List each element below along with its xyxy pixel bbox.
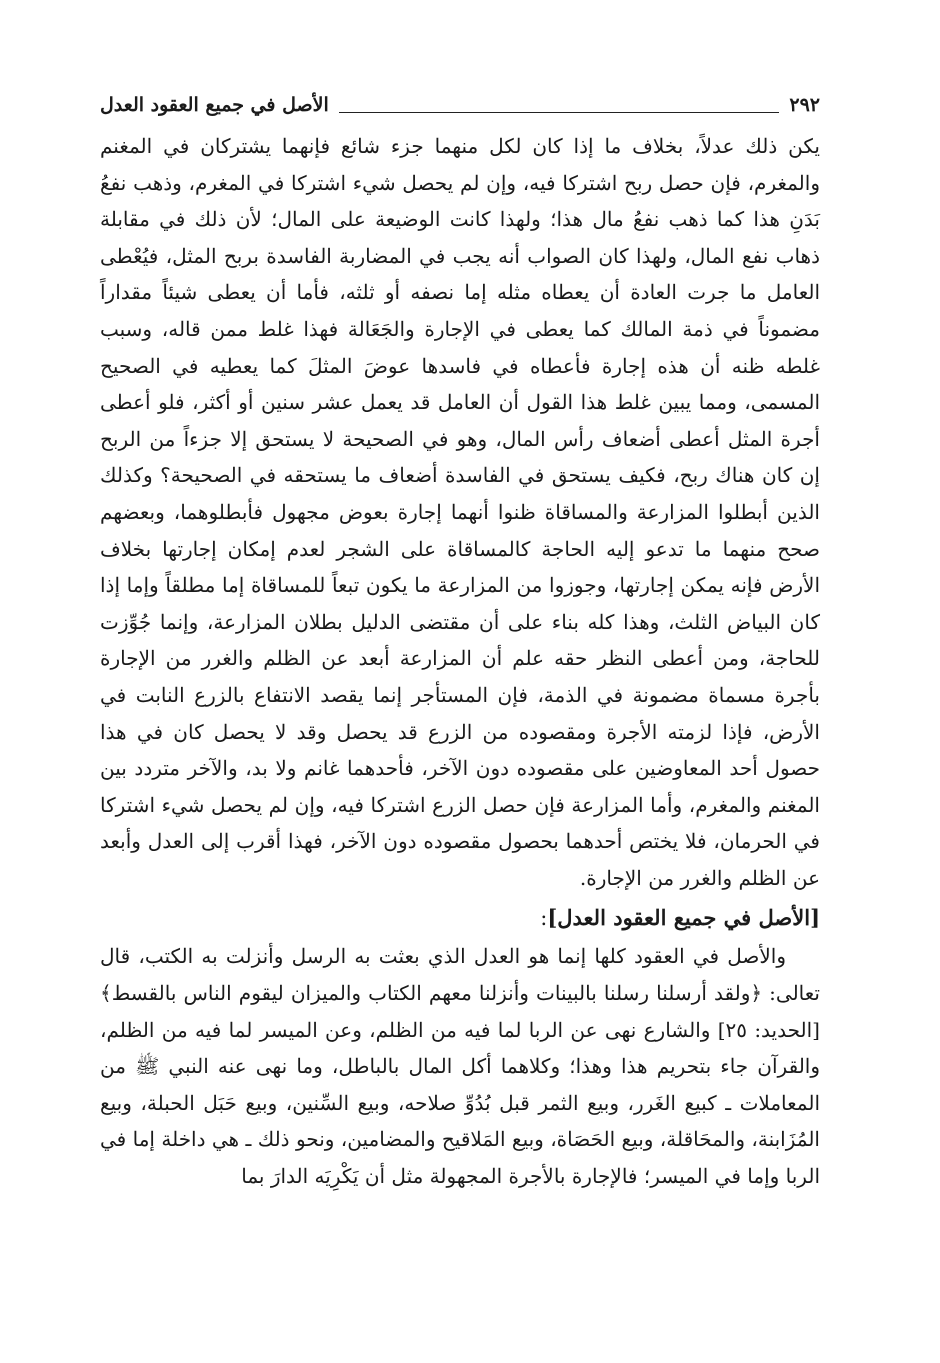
section-heading-title: [الأصل في جميع العقود العدل] [547,905,820,931]
header-rule [339,112,780,113]
paragraph-justice-principle: والأصل في العقود كلها إنما هو العدل الذي بعثت به الرسل وأنزلت به الكتب، قال تعالى: ﴿ولقد أرسلنا رسلنا بالبينات وأنزلنا معهم الكتاب والميزان ليقوم الناس بالقسط﴾ [الحديد: ٢٥] والشارع نهى عن الربا لما فيه من الظلم، وعن الميسر لما فيه من الظلم، والقرآن جاء بتحريم هذا وهذا؛ وكلاهما أكل المال بالباطل، وما نهى عنه النبي ﷺ من المعاملات ـ كبيع الغَرر، وبيع الثمر قبل بُدُوِّ صلاحه، وبيع السِّنين، وبيع حَبَل الحبلة، وبيع المُزَابنة، والمحَاقلة، وبيع الحَصَاة، وبيع المَلاقيح والمضامين، ونحو ذلك ـ هي داخلة إما في الربا وإما في الميسر؛ فالإجارة بالأجرة المجهولة مثل أن يَكْرِيَه الدارَ بما [100,944,820,1189]
body-text [100,128,820,1195]
page-number: ٢٩٢ [789,94,820,116]
paragraph-continuation: يكن ذلك عدلاً، بخلاف ما إذا كان لكل منهما جزء شائع فإنهما يشتركان في المغنم والمغرم، فإن حصل ربح اشتركا فيه، وإن لم يحصل شيء اشتركا في المغرم، وذهب نفعُ بَدَنِ هذا كما ذهب نفعُ مال هذا؛ ولهذا كانت الوضيعة على المال؛ لأن ذلك في مقابلة ذهاب نفع المال، ولهذا كان الصواب أنه يجب في المضاربة الفاسدة بربح المثل، فيُعْطى العامل ما جرت العادة أن يعطاه مثله إما نصفه أو ثلثه، فأما أن يعطى شيئاً مقداراً مضموناً في ذمة المالك كما يعطى في الإجارة والجَعَالة فهذا غلط ممن قاله، وسبب غلطه ظنه أن هذه إجارة فأعطاه في فاسدها عوضَ المثلَ كما يعطيه في الصحيح المسمى، ومما يبين غلط هذا القول أن العامل قد يعمل عشر سنين أو أكثر، فلو أعطى أجرة المثل أعطى أضعاف رأس المال، وهو في الصحيحة لا يستحق إلا جزءاً من الربح إن كان هناك ربح، فكيف يستحق في الفاسدة أضعاف ما يستحقه في الصحيحة؟ وكذلك الذين أبطلوا المزارعة والمساقاة ظنوا أنهما إجارة بعوض مجهول فأبطلوهما، وبعضهم صحح منهما ما تدعو إليه الحاجة كالمساقاة على الشجر لعدم إمكان إجارتها بخلاف الأرض فإنه يمكن إجارتها، وجوزوا من المزارعة ما يكون تبعاً للمساقاة إما مطلقاً وإما إذا كان البياض الثلث، وهذا كله بناء على أن مقتضى الدليل بطلان المزارعة، وإنما جُوِّزت للحاجة، ومن أعطى النظر حقه علم أن المزارعة أبعد عن الظلم والغرر من الإجارة بأجرة مسماة مضمونة في الذمة، فإن المستأجر إنما يقصد الانتفاع بالزرع النابت في الأرض، فإذا لزمته الأجرة ومقصوده من الزرع قد يحصل وقد لا يحصل كان في هذا حصول أحد المعاوضين على مقصوده دون الآخر، فأحدهما غانم ولا بد، والآخر متردد بين المغنم والمغرم، وأما المزارعة فإن حصل الزرع اشتركا فيه، وإن لم يحصل شيء اشتركا في الحرمان، فلا يختص أحدهما بحصول مقصوده دون الآخر، فهذا أقرب إلى العدل وأبعد عن الظلم والغرر من الإجارة. [100,134,820,890]
section-heading-colon: : [540,906,548,931]
running-header [100,88,820,122]
section-heading [100,898,820,938]
book-page [100,88,820,1288]
running-title: الأصل في جميع العقود العدل [100,94,329,116]
